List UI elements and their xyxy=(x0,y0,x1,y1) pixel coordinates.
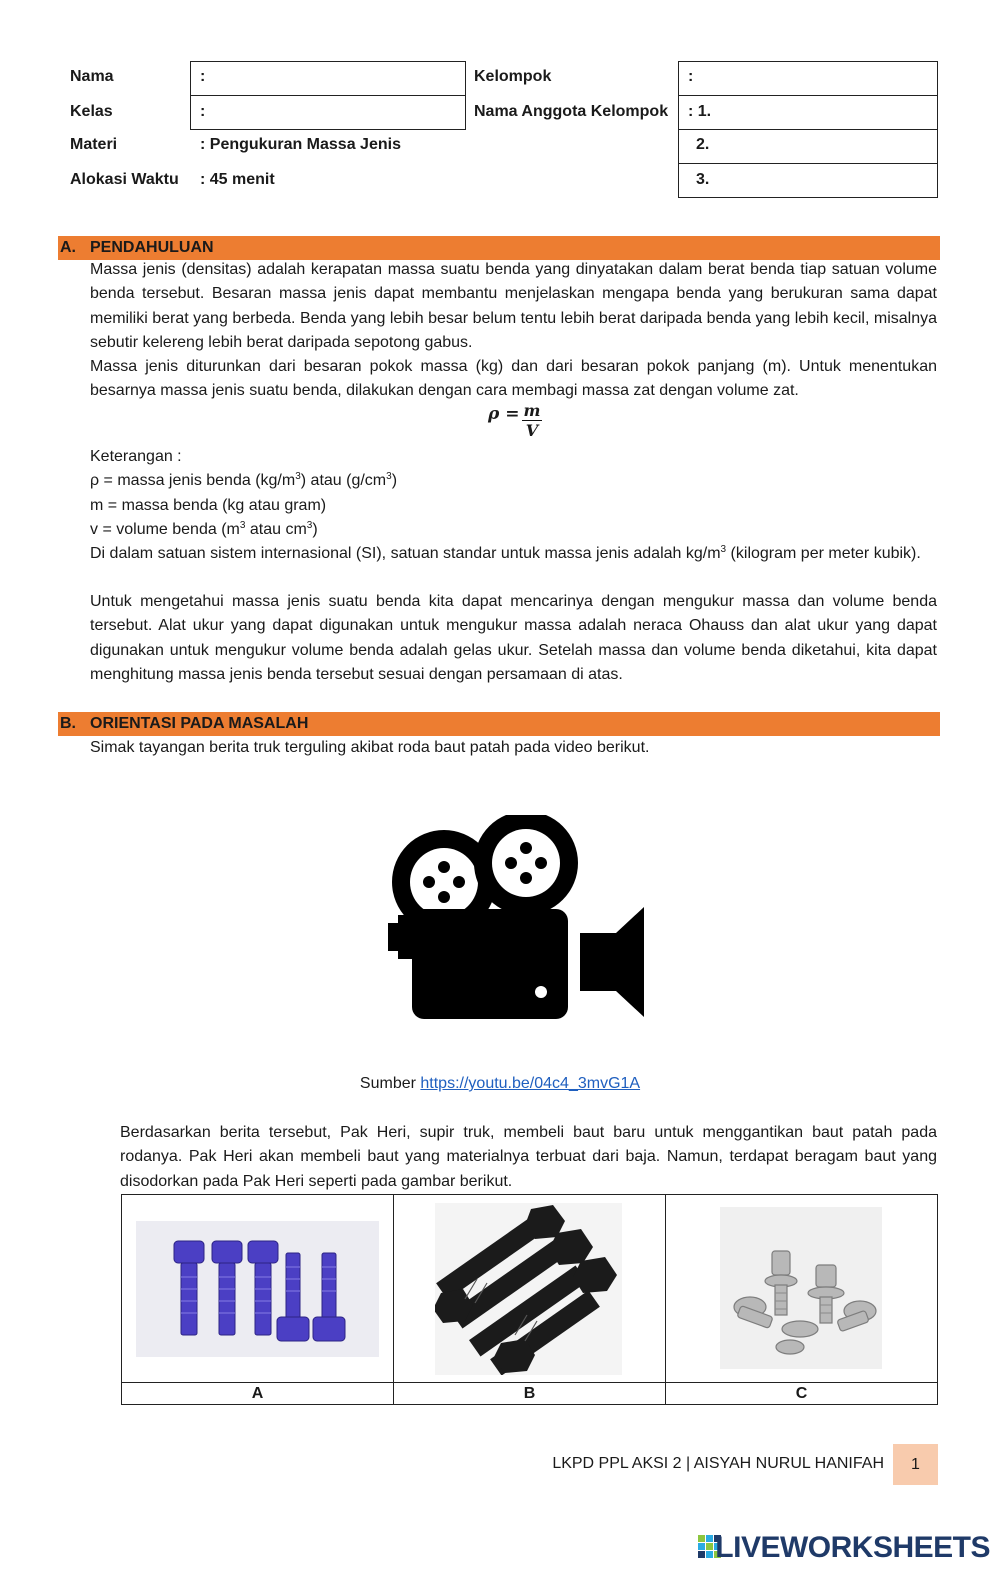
source-link[interactable]: https://youtu.be/04c4_3mvG1A xyxy=(420,1075,641,1092)
table-divider xyxy=(665,1195,666,1404)
rho-text-a: ρ = massa jenis benda (kg/m xyxy=(90,472,296,489)
nama-colon: : xyxy=(200,68,206,85)
section-b-intro: Simak tayangan berita truk terguling akibat roda baut patah pada video berikut. xyxy=(90,739,650,756)
materi-value: : Pengukuran Massa Jenis xyxy=(200,136,401,153)
sup-3: 3 xyxy=(386,471,392,482)
rho-definition xyxy=(90,469,397,493)
section-a-title: PENDAHULUAN xyxy=(90,239,214,256)
materi-label: Materi xyxy=(70,136,118,153)
section-a-para-4: Untuk mengetahui massa jenis suatu benda kita dapat mencarinya dengan mengukur massa dan volume benda tersebut. Alat ukur yang dapat digunakan untuk mengukur massa adalah neraca Ohauss dan alat ukur yang dapat digunakan untuk mengukur volume benda adalah gelas ukur. Setelah massa dan volume benda diketahui, kita dapat menghitung massa jenis benda tersebut sesuai dengan persamaan di atas. xyxy=(90,593,937,683)
anggota-3: 3. xyxy=(696,171,710,188)
anggota-1-box[interactable] xyxy=(678,95,938,130)
section-b-paragraph: Berdasarkan berita tersebut, Pak Heri, supir truk, membeli baut baru untuk menggantikan baut patah pada rodanya. Pak Heri akan membeli baut yang materialnya terbuat dari baja. Namun, terdapat beragam baut yang disodorkan pada Pak Heri seperti pada gambar berikut. xyxy=(120,1124,937,1190)
rho-text-c: ) xyxy=(391,472,398,489)
keterangan-label: Keterangan : xyxy=(90,448,182,465)
sup-3: 3 xyxy=(720,544,727,555)
bolt-label-a: A xyxy=(251,1385,264,1402)
sup-3: 3 xyxy=(239,520,246,531)
si-text-a: Di dalam satuan sistem internasional (SI), satuan standar untuk massa jenis adalah kg/m xyxy=(90,545,721,562)
bolt-image-b[interactable] xyxy=(435,1203,622,1375)
bolt-image-c[interactable] xyxy=(720,1207,882,1369)
kelas-input-box[interactable] xyxy=(190,95,466,130)
bolt-options-table xyxy=(121,1194,938,1405)
kelompok-input-box[interactable] xyxy=(678,61,938,96)
bolt-image-a[interactable] xyxy=(136,1221,379,1357)
anggota-2-box[interactable] xyxy=(678,129,938,164)
sup-3: 3 xyxy=(295,471,301,482)
anggota-label: Nama Anggota Kelompok xyxy=(474,103,669,120)
formula-numerator: m xyxy=(523,401,541,420)
kelompok-colon: : xyxy=(688,68,694,85)
section-a-para-1: Massa jenis (densitas) adalah kerapatan massa suatu benda yang dinyatakan dalam berat benda tiap satuan volume benda tersebut. Besaran massa jenis dapat membantu menjelaskan mengapa benda yang berukuran sama dapat memiliki berat yang berbeda. Benda yang lebih besar belum tentu lebih berat daripada benda yang lebih kecil, misalnya sebutir kelereng lebih berat daripada sepotong gabus. xyxy=(90,261,937,351)
v-text-b: atau cm xyxy=(245,521,307,538)
formula-fraction xyxy=(522,402,542,441)
video-source xyxy=(0,1072,1000,1096)
anggota-3-box[interactable] xyxy=(678,163,938,198)
rho-text-b: ) atau (g/cm xyxy=(300,472,387,489)
formula-denominator: V xyxy=(522,420,542,441)
section-b-title: ORIENTASI PADA MASALAH xyxy=(90,715,309,732)
liveworksheets-brand: LIVEWORKSHEETS xyxy=(715,1531,990,1564)
si-unit-paragraph xyxy=(90,542,937,566)
kelompok-label: Kelompok xyxy=(474,68,552,85)
source-label: Sumber xyxy=(359,1075,421,1092)
anggota-2: 2. xyxy=(696,136,710,153)
bolt-label-b: B xyxy=(523,1385,536,1402)
table-divider xyxy=(393,1195,394,1404)
nama-label: Nama xyxy=(70,68,114,85)
v-text-a: v = volume benda (m xyxy=(90,521,240,538)
section-a-para-2: Massa jenis diturunkan dari besaran pokok massa (kg) dan dari besaran pokok panjang (m). Untuk menentukan besarnya massa jenis suatu benda, dilakukan dengan cara membagi massa zat dengan volume zat. xyxy=(90,358,937,400)
video-camera-icon[interactable] xyxy=(384,815,646,1021)
anggota-1: : 1. xyxy=(688,103,712,120)
alokasi-label: Alokasi Waktu xyxy=(70,171,179,188)
formula-lhs: ρ = xyxy=(488,404,520,424)
bolt-label-c: C xyxy=(795,1385,808,1402)
kelas-label: Kelas xyxy=(70,103,113,120)
section-b-number: B. xyxy=(60,715,76,732)
sup-3: 3 xyxy=(306,520,313,531)
page-number: 1 xyxy=(893,1444,938,1485)
v-text-c: ) xyxy=(312,521,318,538)
section-a-number: A. xyxy=(60,239,76,256)
alokasi-value: : 45 menit xyxy=(200,171,275,188)
si-text-b: (kilogram per meter kubik). xyxy=(726,545,921,562)
m-definition: m = massa benda (kg atau gram) xyxy=(90,497,327,514)
footer-text: LKPD PPL AKSI 2 | AISYAH NURUL HANIFAH xyxy=(552,1455,884,1472)
nama-input-box[interactable] xyxy=(190,61,466,96)
v-definition xyxy=(90,518,318,542)
kelas-colon: : xyxy=(200,103,206,120)
